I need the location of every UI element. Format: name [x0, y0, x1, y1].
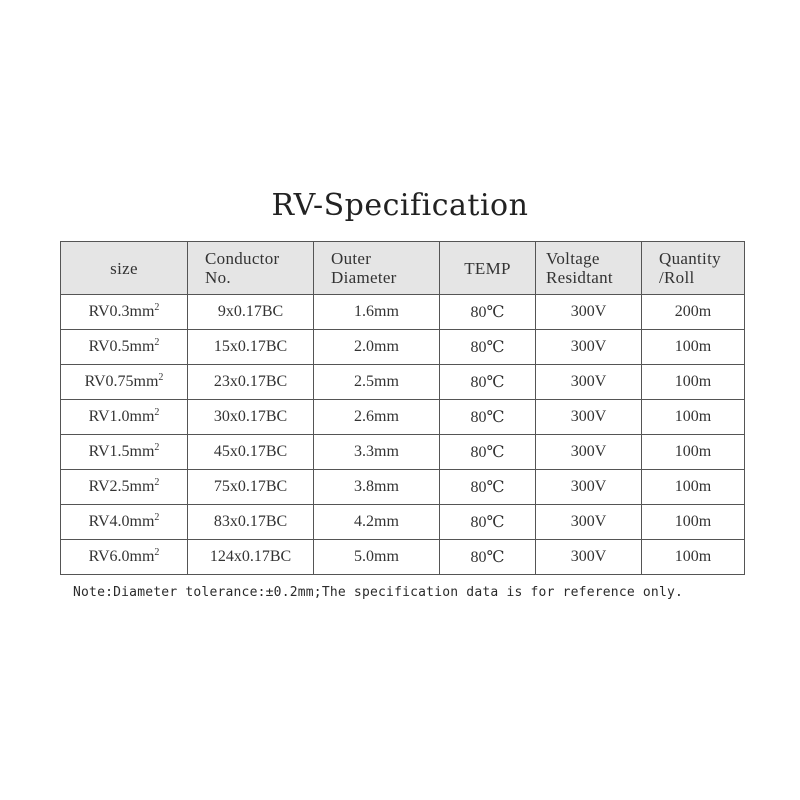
page-title: RV-Specification [271, 188, 529, 223]
header-quantity [642, 242, 745, 295]
cell-diameter: 2.5mm [314, 365, 440, 400]
table-row [61, 400, 745, 435]
cell-voltage: 300V [536, 435, 642, 470]
header-conductor-line2: No. [205, 268, 231, 287]
cell-size [61, 295, 188, 330]
cell-size [61, 540, 188, 575]
superscript: 2 [154, 337, 160, 348]
cell-conductor: 15x0.17BC [188, 330, 314, 365]
cell-diameter: 4.2mm [314, 505, 440, 540]
size-text: RV4.0mm [88, 513, 155, 530]
cell-temp: 80℃ [440, 400, 536, 435]
cell-voltage: 300V [536, 295, 642, 330]
size-text: RV1.5mm [88, 443, 155, 460]
cell-temp: 80℃ [440, 365, 536, 400]
superscript: 2 [158, 372, 164, 383]
cell-temp: 80℃ [440, 470, 536, 505]
cell-diameter: 5.0mm [314, 540, 440, 575]
cell-quantity: 100m [642, 400, 745, 435]
cell-voltage: 300V [536, 330, 642, 365]
size-text: RV2.5mm [88, 478, 155, 495]
header-quantity-line2: /Roll [659, 268, 695, 287]
table-row [61, 435, 745, 470]
cell-conductor: 45x0.17BC [188, 435, 314, 470]
table-header-row [61, 242, 745, 295]
cell-diameter: 3.3mm [314, 435, 440, 470]
cell-diameter: 1.6mm [314, 295, 440, 330]
header-diameter-line2: Diameter [331, 268, 397, 287]
cell-voltage: 300V [536, 400, 642, 435]
header-quantity-line1: Quantity [659, 249, 721, 268]
size-text: RV0.3mm [88, 303, 155, 320]
cell-temp: 80℃ [440, 540, 536, 575]
cell-voltage: 300V [536, 365, 642, 400]
table-row [61, 470, 745, 505]
table-body [61, 295, 745, 575]
cell-quantity: 100m [642, 470, 745, 505]
cell-size [61, 505, 188, 540]
cell-quantity: 100m [642, 505, 745, 540]
header-temp [440, 242, 536, 295]
size-text: RV6.0mm [88, 548, 155, 565]
size-text: RV0.75mm [84, 373, 159, 390]
cell-quantity: 100m [642, 330, 745, 365]
superscript: 2 [154, 407, 160, 418]
cell-temp: 80℃ [440, 435, 536, 470]
cell-temp: 80℃ [440, 295, 536, 330]
table-row [61, 295, 745, 330]
cell-conductor: 30x0.17BC [188, 400, 314, 435]
footnote: Note:Diameter tolerance:±0.2mm;The specification data is for reference only. [73, 585, 684, 600]
superscript: 2 [154, 512, 160, 523]
cell-conductor: 9x0.17BC [188, 295, 314, 330]
cell-temp: 80℃ [440, 330, 536, 365]
size-text: RV0.5mm [88, 338, 155, 355]
cell-diameter: 2.6mm [314, 400, 440, 435]
cell-diameter: 2.0mm [314, 330, 440, 365]
cell-size [61, 435, 188, 470]
table-row [61, 365, 745, 400]
header-voltage-line2: Residtant [546, 268, 613, 287]
header-size-label: size [110, 258, 138, 278]
header-diameter-line1: Outer [331, 249, 372, 268]
cell-size [61, 400, 188, 435]
header-diameter [314, 242, 440, 295]
cell-quantity: 200m [642, 295, 745, 330]
cell-voltage: 300V [536, 470, 642, 505]
superscript: 2 [154, 302, 160, 313]
size-text: RV1.0mm [88, 408, 155, 425]
cell-quantity: 100m [642, 540, 745, 575]
header-conductor [188, 242, 314, 295]
cell-conductor: 23x0.17BC [188, 365, 314, 400]
cell-size [61, 470, 188, 505]
cell-voltage: 300V [536, 505, 642, 540]
table-header [61, 242, 745, 295]
cell-size [61, 365, 188, 400]
header-voltage-line1: Voltage [546, 249, 600, 268]
cell-conductor: 75x0.17BC [188, 470, 314, 505]
superscript: 2 [154, 547, 160, 558]
table-row [61, 505, 745, 540]
header-size [61, 242, 188, 295]
cell-quantity: 100m [642, 435, 745, 470]
cell-temp: 80℃ [440, 505, 536, 540]
superscript: 2 [154, 442, 160, 453]
header-temp-label: TEMP [464, 258, 511, 278]
cell-voltage: 300V [536, 540, 642, 575]
cell-size [61, 330, 188, 365]
header-conductor-line1: Conductor [205, 249, 280, 268]
header-voltage [536, 242, 642, 295]
specification-table [60, 241, 745, 575]
superscript: 2 [154, 477, 160, 488]
table-row [61, 540, 745, 575]
cell-conductor: 124x0.17BC [188, 540, 314, 575]
cell-conductor: 83x0.17BC [188, 505, 314, 540]
table-row [61, 330, 745, 365]
cell-quantity: 100m [642, 365, 745, 400]
cell-diameter: 3.8mm [314, 470, 440, 505]
